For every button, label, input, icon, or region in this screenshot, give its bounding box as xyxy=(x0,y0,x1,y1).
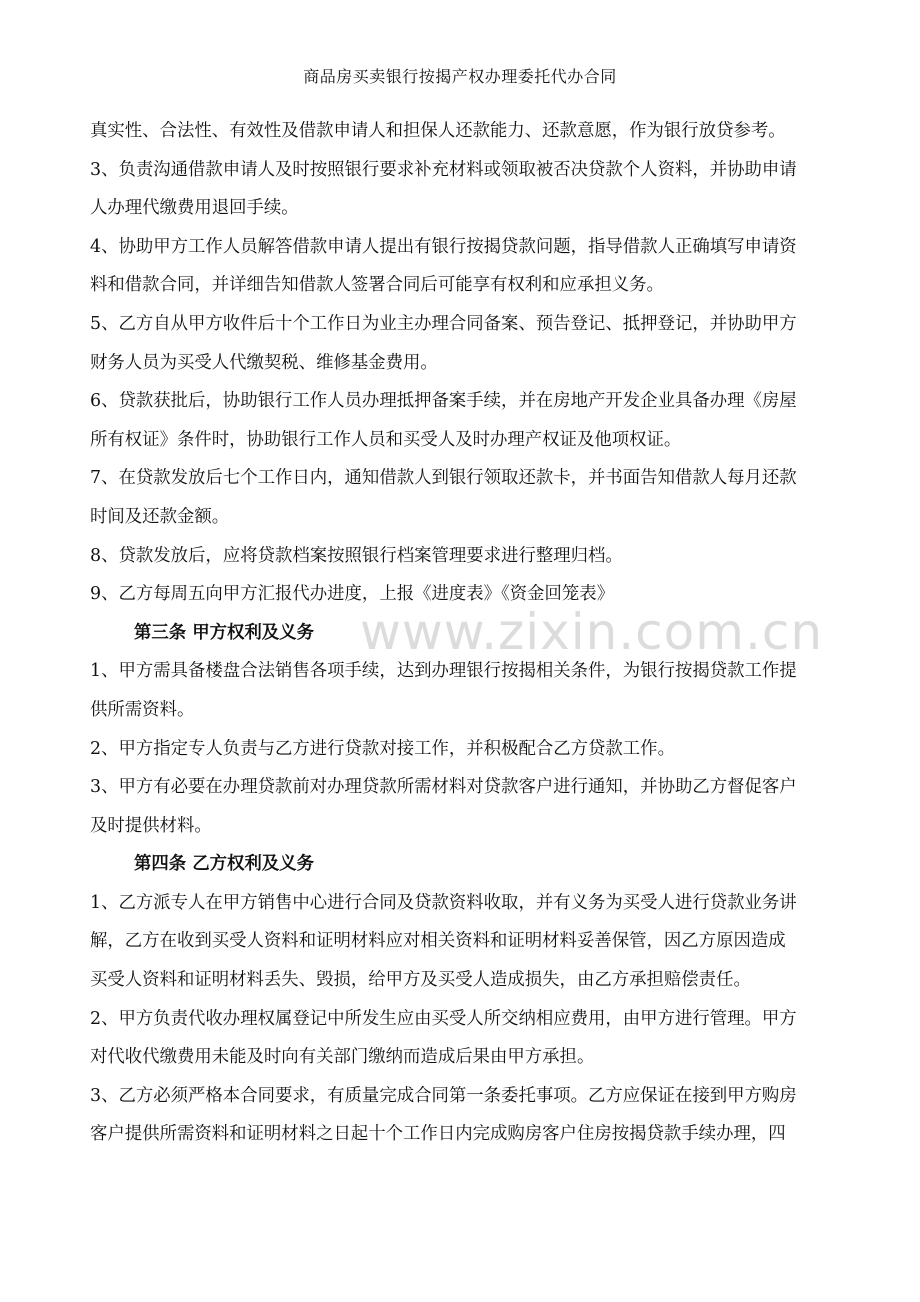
text-line: 客户提供所需资料和证明材料之日起十个工作日内完成购房客户住房按揭贷款手续办理，四 xyxy=(90,1124,786,1145)
text-line: 真实性、合法性、有效性及借款申请人和担保人还款能力、还款意愿，作为银行放贷参考。 xyxy=(90,121,786,141)
text-line: 9、乙方每周五向甲方汇报代办进度，上报《进度表》《资金回笼表》 xyxy=(90,584,615,605)
text-line: 对代收代缴费用未能及时向有关部门缴纳而造成后果由甲方承担。 xyxy=(90,1047,595,1068)
section-heading-article-3: 第三条 甲方权利及义务 xyxy=(134,622,314,643)
text-line: 2、甲方指定专人负责与乙方进行贷款对接工作，并积极配合乙方贷款工作。 xyxy=(90,738,675,759)
text-line: 及时提供材料。 xyxy=(90,815,212,836)
text-line: 3、乙方必须严格本合同要求，有质量完成合同第一条委托事项。乙方应保证在接到甲方购房 xyxy=(90,1085,797,1106)
text-line: 5、乙方自从甲方收件后十个工作日为业主办理合同备案、预告登记、抵押登记，并协助甲方 xyxy=(90,313,797,334)
document-body xyxy=(90,112,830,1154)
watermark: www.zixin.com.cn xyxy=(360,603,824,661)
text-line: 时间及还款金额。 xyxy=(90,506,230,527)
document-header-title: 商品房买卖银行按揭产权办理委托代办合同 xyxy=(303,67,617,86)
text-line: 1、甲方需具备楼盘合法销售各项手续，达到办理银行按揭相关条件，为银行按揭贷款工作提 xyxy=(90,661,797,682)
text-line: 解，乙方在收到买受人资料和证明材料应对相关资料和证明材料妥善保管，因乙方原因造成 xyxy=(90,931,786,952)
section-heading-article-4: 第四条 乙方权利及义务 xyxy=(134,854,314,875)
text-line: 3、负责沟通借款申请人及时按照银行要求补充材料或领取被否决贷款个人资料，并协助申请 xyxy=(90,159,797,180)
text-line: 财务人员为买受人代缴契税、维修基金费用。 xyxy=(90,352,438,373)
text-line: 3、甲方有必要在办理贷款前对办理贷款所需材料对贷款客户进行通知，并协助乙方督促客户 xyxy=(90,777,797,798)
text-line: 2、甲方负责代收办理权属登记中所发生应由买受人所交纳相应费用，由甲方进行管理。甲方 xyxy=(90,1008,797,1029)
text-line: 供所需资料。 xyxy=(90,699,195,720)
text-line: 6、贷款获批后，协助银行工作人员办理抵押备案手续，并在房地产开发企业具备办理《房屋 xyxy=(90,391,797,412)
text-line: 7、在贷款发放后七个工作日内，通知借款人到银行领取还款卡，并书面告知借款人每月还款 xyxy=(90,468,797,489)
text-line: 所有权证》条件时，协助银行工作人员和买受人及时办理产权证及他项权证。 xyxy=(90,429,682,450)
text-line: 人办理代缴费用退回手续。 xyxy=(90,198,299,219)
text-line: 料和借款合同，并详细告知借款人签署合同后可能享有权利和应承担义务。 xyxy=(90,275,664,296)
text-line: 8、贷款发放后，应将贷款档案按照银行档案管理要求进行整理归档。 xyxy=(90,545,623,566)
text-line: 4、协助甲方工作人员解答借款申请人提出有银行按揭贷款问题，指导借款人正确填写申请资 xyxy=(90,236,797,257)
text-line: 买受人资料和证明材料丢失、毁损，给甲方及买受人造成损失，由乙方承担赔偿责任。 xyxy=(90,970,751,991)
text-line: 1、乙方派专人在甲方销售中心进行合同及贷款资料收取，并有义务为买受人进行贷款业务讲 xyxy=(90,892,797,913)
